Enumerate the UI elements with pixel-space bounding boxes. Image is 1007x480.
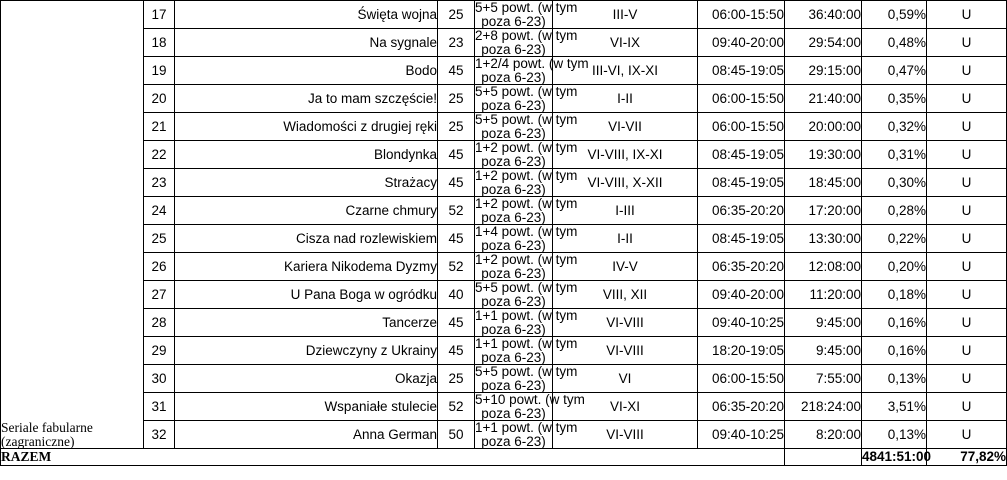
broadcast-months: VI-VIII, IX-XI [553,141,698,169]
broadcast-hours: 08:45-19:05 [698,57,785,85]
origin-flag: U [927,421,1007,449]
episode-count: 25 [438,365,475,393]
row-number: 22 [144,141,175,169]
row-number: 29 [144,337,175,365]
row-number: 17 [144,1,175,29]
table-row [1,337,1007,365]
repeat-note [475,140,578,169]
table-row [1,169,1007,197]
episode-count: 40 [438,281,475,309]
airtime-total: 9:45:00 [785,309,862,337]
broadcast-months: VI-VIII [553,337,698,365]
origin-flag: U [927,57,1007,85]
airtime-total: 7:55:00 [785,365,862,393]
broadcast-hours: 06:35-20:20 [698,393,785,421]
broadcast-hours: 18:20-19:05 [698,337,785,365]
airtime-share: 0,20% [862,253,927,281]
broadcast-hours: 09:40-20:00 [698,29,785,57]
broadcast-hours: 06:00-15:50 [698,365,785,393]
broadcast-hours: 06:35-20:20 [698,197,785,225]
series-title: Wspaniałe stulecie [175,393,438,421]
repeat-note-line-2: poza 6-23) [481,69,546,85]
row-number: 26 [144,253,175,281]
airtime-share: 0,30% [862,169,927,197]
airtime-share: 0,32% [862,113,927,141]
repeat-note-line-2: poza 6-23) [481,433,546,449]
repeat-note [475,364,578,393]
table-row [1,309,1007,337]
airtime-share: 0,13% [862,365,927,393]
series-title: Okazja [175,365,438,393]
airtime-total: 29:15:00 [785,57,862,85]
broadcast-hours: 09:40-10:25 [698,421,785,449]
episode-count: 25 [438,113,475,141]
origin-flag: U [927,29,1007,57]
airtime-share: 0,28% [862,197,927,225]
row-number: 21 [144,113,175,141]
repeat-note-line-2: poza 6-23) [481,293,546,309]
table-row [1,113,1007,141]
airtime-total: 9:45:00 [785,337,862,365]
repeat-note [475,56,589,85]
repeat-note [475,112,578,141]
series-title: Czarne chmury [175,197,438,225]
table-row [1,57,1007,85]
episode-count: 52 [438,253,475,281]
row-number: 20 [144,85,175,113]
repeat-note-line-2: poza 6-23) [481,321,546,337]
episode-count: 45 [438,169,475,197]
row-number: 19 [144,57,175,85]
table-row [1,85,1007,113]
airtime-total: 12:08:00 [785,253,862,281]
repeat-note-line-1: 5+5 powt. (w tym [475,0,578,15]
airtime-share: 0,16% [862,309,927,337]
repeat-note [475,420,578,449]
total-time: 4841:51:00 [862,449,932,465]
row-number: 31 [144,393,175,421]
repeat-note-line-1: 1+2 powt. (w tym [475,140,578,155]
table-row [1,365,1007,393]
repeat-note-line-1: 1+1 powt. (w tym [475,336,578,351]
repeat-note-line-2: poza 6-23) [481,377,546,393]
series-title: Anna German [175,421,438,449]
repeat-note-line-2: poza 6-23) [481,125,546,141]
schedule-table-body [1,1,1007,466]
repeat-note-line-2: poza 6-23) [481,349,546,365]
origin-flag: U [927,225,1007,253]
episode-count: 25 [438,1,475,29]
repeat-note [475,0,578,29]
broadcast-months: VI-VII [553,113,698,141]
episode-count: 45 [438,57,475,85]
repeat-note-line-1: 5+5 powt. (w tym [475,280,578,295]
row-number: 25 [144,225,175,253]
series-title: Strażacy [175,169,438,197]
broadcast-months: I-II [553,85,698,113]
airtime-share: 0,13% [862,421,927,449]
series-title: Dziewczyny z Ukrainy [175,337,438,365]
airtime-total: 18:45:00 [785,169,862,197]
broadcast-months: VIII, XII [553,281,698,309]
origin-flag: U [927,365,1007,393]
repeat-note [475,252,578,281]
airtime-share: 0,48% [862,29,927,57]
table-row [1,1,1007,29]
total-share: 77,82% [927,449,1007,466]
airtime-share: 3,51% [862,393,927,421]
table-row [1,421,1007,449]
total-label: RAZEM [1,449,785,466]
row-number: 28 [144,309,175,337]
episode-count: 23 [438,29,475,57]
airtime-share: 0,35% [862,85,927,113]
airtime-total: 29:54:00 [785,29,862,57]
episode-count: 45 [438,141,475,169]
table-row [1,225,1007,253]
airtime-total: 17:20:00 [785,197,862,225]
airtime-total: 36:40:00 [785,1,862,29]
broadcast-hours: 09:40-20:00 [698,281,785,309]
series-title: Wiadomości z drugiej ręki [175,113,438,141]
broadcast-months: I-III [553,197,698,225]
broadcast-months: III-V [553,1,698,29]
repeat-note-line-1: 1+1 powt. (w tym [475,308,578,323]
repeat-note-line-1: 5+10 powt. (w tym [475,392,585,407]
episode-count: 25 [438,85,475,113]
repeat-note [475,28,578,57]
repeat-note [475,224,578,253]
broadcast-months: VI-VIII [553,309,698,337]
episode-count: 50 [438,421,475,449]
row-number: 30 [144,365,175,393]
table-row [1,281,1007,309]
series-title: Tancerze [175,309,438,337]
repeat-note-line-2: poza 6-23) [481,41,546,57]
broadcast-hours: 09:40-10:25 [698,309,785,337]
repeat-note-line-2: poza 6-23) [481,209,546,225]
repeat-note-line-2: poza 6-23) [481,181,546,197]
origin-flag: U [927,281,1007,309]
repeat-note [475,392,585,421]
origin-flag: U [927,309,1007,337]
broadcast-hours: 06:00-15:50 [698,85,785,113]
repeat-note-line-1: 1+2/4 powt. (w tym [475,56,589,71]
series-title: U Pana Boga w ogródku [175,281,438,309]
origin-flag: U [927,393,1007,421]
row-number: 23 [144,169,175,197]
airtime-total: 11:20:00 [785,281,862,309]
airtime-share: 0,16% [862,337,927,365]
series-title: Blondynka [175,141,438,169]
airtime-share: 0,31% [862,141,927,169]
category-line-2: (zagraniczne) [1,433,75,449]
repeat-note-line-2: poza 6-23) [481,405,546,421]
table-row [1,253,1007,281]
total-row [1,449,1007,466]
episode-count: 45 [438,337,475,365]
row-number: 27 [144,281,175,309]
repeat-note-line-2: poza 6-23) [481,13,546,29]
broadcast-months: IV-V [553,253,698,281]
repeat-note-line-1: 5+5 powt. (w tym [475,112,578,127]
origin-flag: U [927,85,1007,113]
repeat-note-line-1: 1+1 powt. (w tym [475,420,578,435]
airtime-total: 13:30:00 [785,225,862,253]
origin-flag: U [927,113,1007,141]
repeat-note [475,280,578,309]
broadcast-months: VI-VIII [553,421,698,449]
table-row [1,141,1007,169]
repeat-note-line-1: 5+5 powt. (w tym [475,84,578,99]
repeat-note-line-1: 2+8 powt. (w tym [475,28,578,43]
broadcast-months: VI-IX [553,29,698,57]
airtime-share: 0,18% [862,281,927,309]
repeat-note-line-2: poza 6-23) [481,265,546,281]
episode-count: 45 [438,309,475,337]
broadcast-hours: 08:45-19:05 [698,225,785,253]
airtime-total: 20:00:00 [785,113,862,141]
repeat-note-line-1: 1+4 powt. (w tym [475,224,578,239]
repeat-note-line-1: 1+2 powt. (w tym [475,168,578,183]
airtime-total: 218:24:00 [785,393,862,421]
airtime-total: 19:30:00 [785,141,862,169]
broadcast-hours: 08:45-19:05 [698,141,785,169]
series-title: Na sygnale [175,29,438,57]
series-title: Bodo [175,57,438,85]
row-number: 32 [144,421,175,449]
row-number: 18 [144,29,175,57]
total-spacer [785,449,862,466]
category-line-1: Seriale fabularne [1,420,93,435]
row-number: 24 [144,197,175,225]
table-row [1,29,1007,57]
airtime-total: 21:40:00 [785,85,862,113]
table-row [1,197,1007,225]
episode-count: 52 [438,393,475,421]
repeat-note-line-1: 1+2 powt. (w tym [475,252,578,267]
episode-count: 45 [438,225,475,253]
repeat-note [475,196,578,225]
origin-flag: U [927,169,1007,197]
airtime-share: 0,47% [862,57,927,85]
origin-flag: U [927,337,1007,365]
broadcast-hours: 06:00-15:50 [698,1,785,29]
repeat-note-line-2: poza 6-23) [481,97,546,113]
broadcast-months: VI-VIII, X-XII [553,169,698,197]
broadcast-months: III-VI, IX-XI [553,57,698,85]
origin-flag: U [927,141,1007,169]
broadcast-hours: 06:35-20:20 [698,253,785,281]
broadcast-hours: 08:45-19:05 [698,169,785,197]
category-label [1,1,144,449]
broadcast-months: I-II [553,225,698,253]
airtime-total: 8:20:00 [785,421,862,449]
repeat-note [475,308,578,337]
series-title: Święta wojna [175,1,438,29]
origin-flag: U [927,197,1007,225]
repeat-note [475,84,578,113]
broadcast-hours: 06:00-15:50 [698,113,785,141]
repeat-note [475,336,578,365]
series-title: Cisza nad rozlewiskiem [175,225,438,253]
broadcast-months: VI [553,365,698,393]
series-title: Kariera Nikodema Dyzmy [175,253,438,281]
repeat-note-line-2: poza 6-23) [481,153,546,169]
repeat-note-line-2: poza 6-23) [481,237,546,253]
airtime-share: 0,59% [862,1,927,29]
table-row [1,393,1007,421]
broadcast-months: VI-XI [553,393,698,421]
series-title: Ja to mam szczęście! [175,85,438,113]
origin-flag: U [927,1,1007,29]
airtime-share: 0,22% [862,225,927,253]
repeat-note-line-1: 5+5 powt. (w tym [475,364,578,379]
repeat-note-line-1: 1+2 powt. (w tym [475,196,578,211]
origin-flag: U [927,253,1007,281]
repeat-note [475,168,578,197]
episode-count: 52 [438,197,475,225]
